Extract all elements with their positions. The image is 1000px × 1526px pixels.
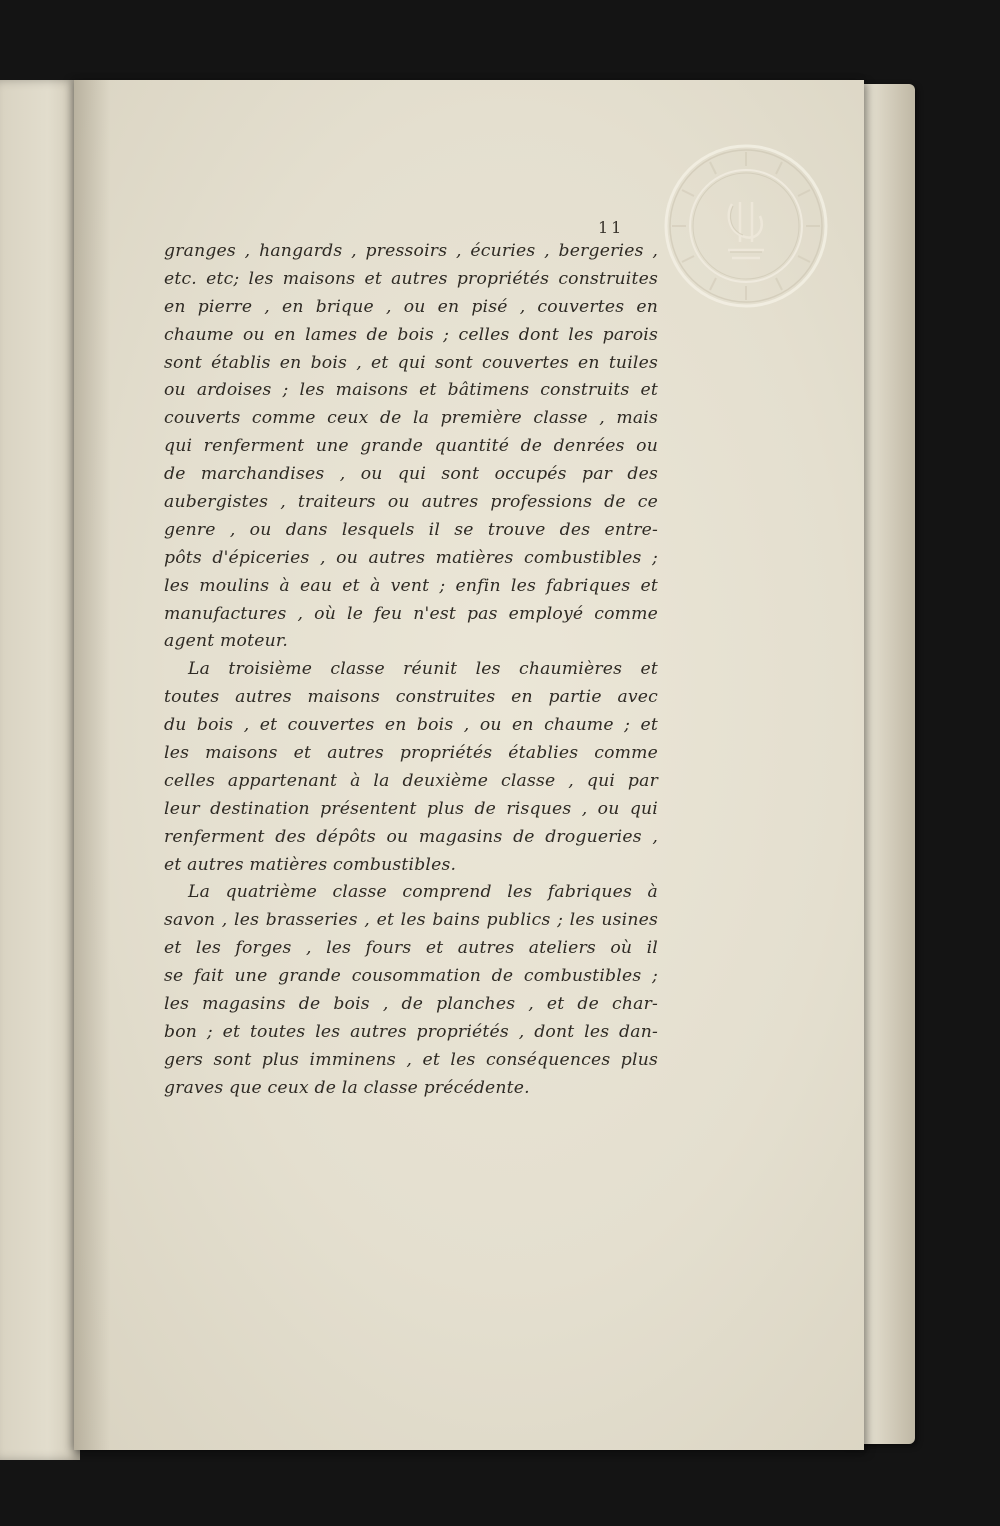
text-line: manufactures , où le feu n'est pas employé comme: [164, 603, 658, 624]
text-line: ou ardoises ; les maisons et bâtimens construits et: [164, 380, 658, 401]
text-line: et les forges , les fours et autres ateliers où il: [164, 938, 658, 959]
text-line: agent moteur.: [164, 631, 289, 652]
body-text: [164, 238, 658, 1103]
text-line: qui renferment une grande quantité de denrées ou: [164, 436, 658, 457]
text-line: bon ; et toutes les autres propriétés , dont les dan-: [164, 1021, 658, 1042]
text-line: La quatrième classe comprend les fabriques à: [188, 882, 658, 903]
text-line: genre , ou dans lesquels il se trouve des entre-: [164, 519, 658, 540]
text-line: gers sont plus imminens , et les conséquences plus: [164, 1049, 658, 1070]
text-line: toutes autres maisons construites en partie avec: [164, 687, 658, 708]
text-line: etc. etc; les maisons et autres propriétés construites: [164, 268, 658, 289]
text-line: couverts comme ceux de la première classe , mais: [164, 408, 658, 429]
book-page: [74, 80, 864, 1450]
page-number: 11: [598, 218, 625, 237]
text-line: en pierre , en brique , ou en pisé , couvertes en: [164, 296, 658, 317]
text-line: aubergistes , traiteurs ou autres professions de ce: [164, 492, 658, 513]
left-page-edge: [0, 80, 80, 1460]
text-line: pôts d'épiceries , ou autres matières combustibles ;: [164, 547, 658, 568]
text-line: graves que ceux de la classe précédente.: [164, 1077, 530, 1098]
text-line: se fait une grande cousommation de combustibles ;: [164, 966, 658, 987]
text-line: chaume ou en lames de bois ; celles dont les parois: [164, 324, 658, 345]
text-line: La troisième classe réunit les chaumières et: [188, 659, 658, 680]
gutter-shadow: [74, 80, 110, 1450]
text-line: granges , hangards , pressoirs , écuries , bergeries ,: [164, 241, 658, 261]
embossed-seal-icon: [662, 142, 830, 310]
text-line: leur destination présentent plus de risques , ou qui: [164, 798, 658, 819]
text-line: et autres matières combustibles.: [164, 854, 457, 875]
text-line: celles appartenant à la deuxième classe , qui par: [164, 770, 658, 791]
text-line: du bois , et couvertes en bois , ou en chaume ; et: [164, 715, 658, 736]
text-line: savon , les brasseries , et les bains publics ; les usines: [164, 910, 658, 931]
text-line: de marchandises , ou qui sont occupés par des: [164, 464, 658, 485]
text-line: sont établis en bois , et qui sont couvertes en tuiles: [164, 352, 658, 373]
text-line: renferment des dépôts ou magasins de drogueries ,: [164, 826, 658, 847]
text-line: les magasins de bois , de planches , et de char-: [164, 994, 658, 1015]
text-line: les maisons et autres propriétés établies comme: [164, 743, 658, 764]
text-line: les moulins à eau et à vent ; enfin les fabriques et: [164, 575, 658, 596]
